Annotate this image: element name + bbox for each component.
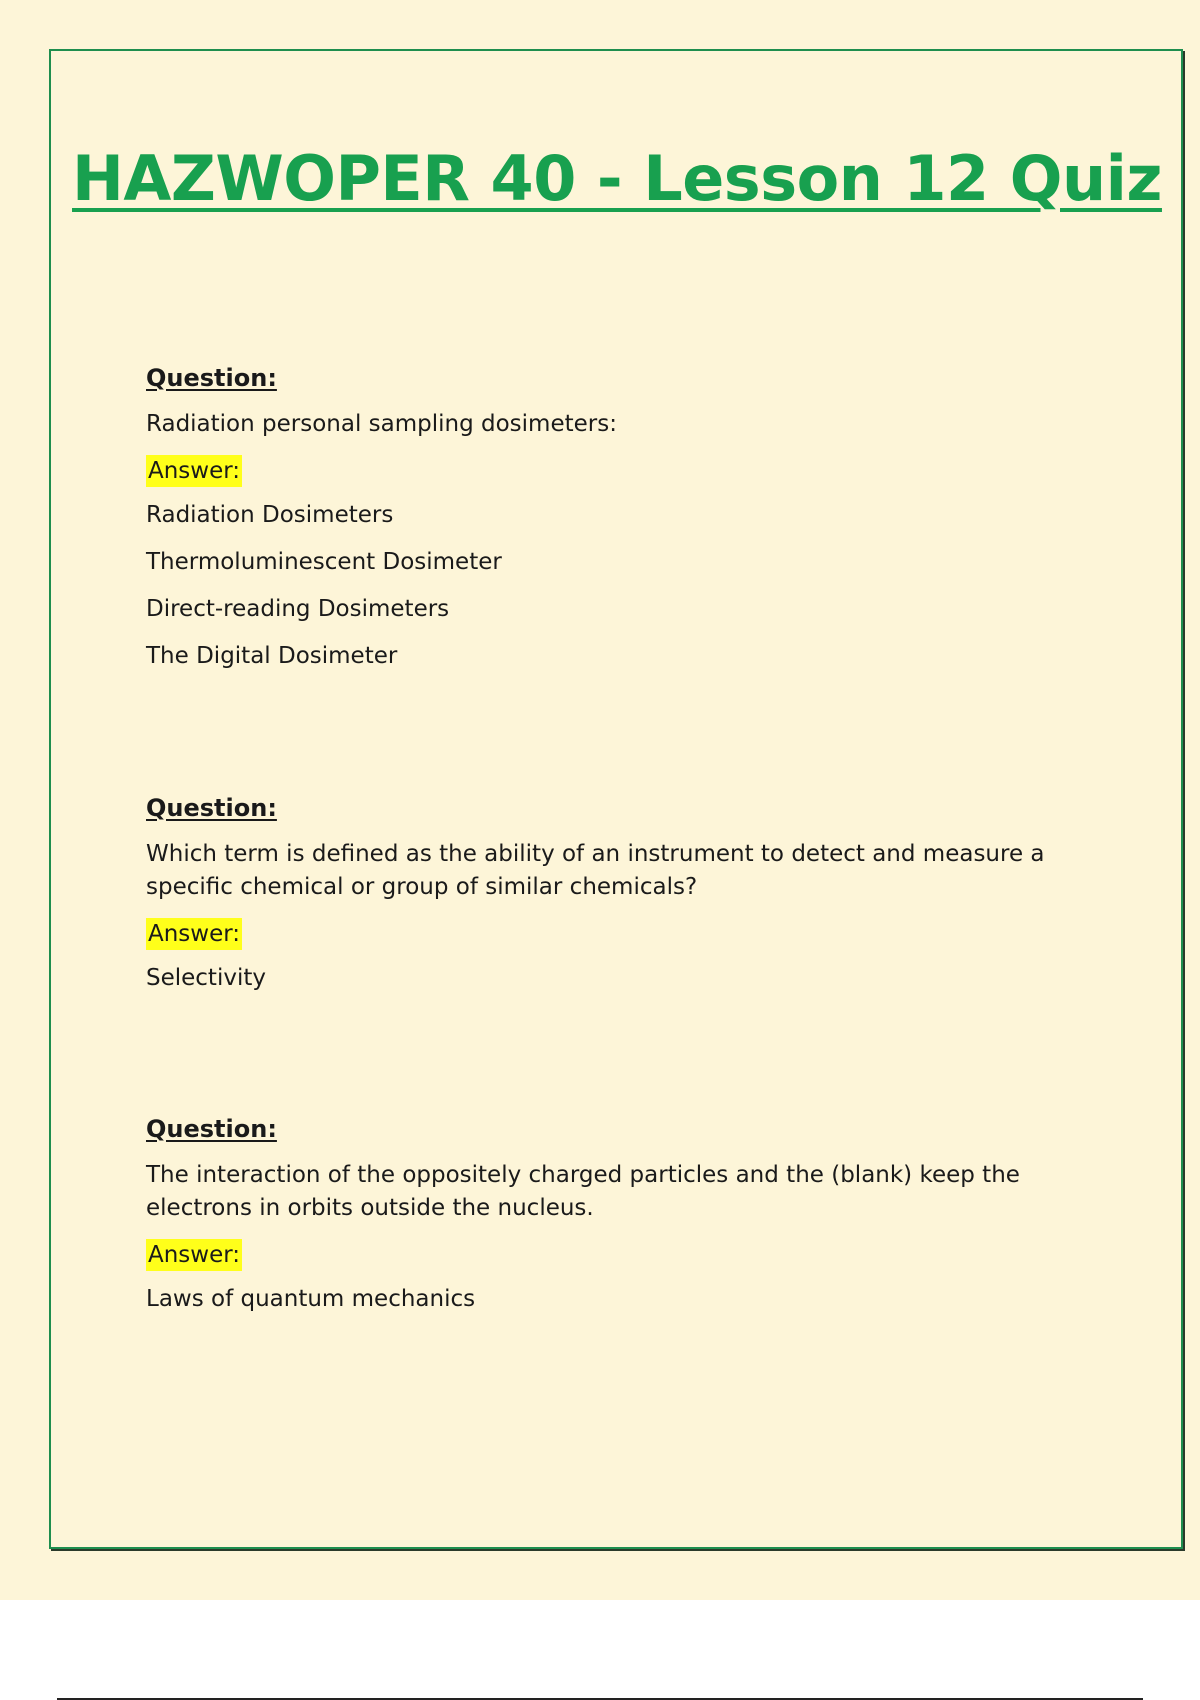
answer-label: Answer:: [146, 918, 242, 950]
answer-list: [146, 499, 1076, 673]
answer-list: [146, 1283, 1076, 1316]
question-block-3: [146, 1113, 1076, 1330]
page-title: HAZWOPER 40 - Lesson 12 Quiz: [72, 142, 1162, 215]
question-label: Question:: [146, 1115, 277, 1143]
answer-item: Radiation Dosimeters: [146, 502, 394, 528]
answer-item: The Digital Dosimeter: [146, 643, 398, 669]
question-label: Question:: [146, 364, 277, 392]
answer-item: Direct-reading Dosimeters: [146, 596, 450, 622]
answer-label: Answer:: [146, 455, 242, 487]
question-label: Question:: [146, 794, 277, 822]
answer-item: Thermoluminescent Dosimeter: [146, 549, 502, 575]
answer-item: Laws of quantum mechanics: [146, 1286, 476, 1312]
answer-item: Selectivity: [146, 965, 266, 991]
question-block-1: [146, 362, 1076, 687]
question-text: Which term is defined as the ability of an instrument to detect and measure a specific chemical or group of similar chemicals?: [146, 841, 1045, 900]
question-block-2: [146, 792, 1076, 1009]
answer-label: Answer:: [146, 1239, 242, 1271]
answer-list: [146, 962, 1076, 995]
question-text: The interaction of the oppositely charged particles and the (blank) keep the electrons in orbits outside the nucleus.: [146, 1162, 1020, 1221]
question-text: Radiation personal sampling dosimeters:: [146, 411, 617, 437]
